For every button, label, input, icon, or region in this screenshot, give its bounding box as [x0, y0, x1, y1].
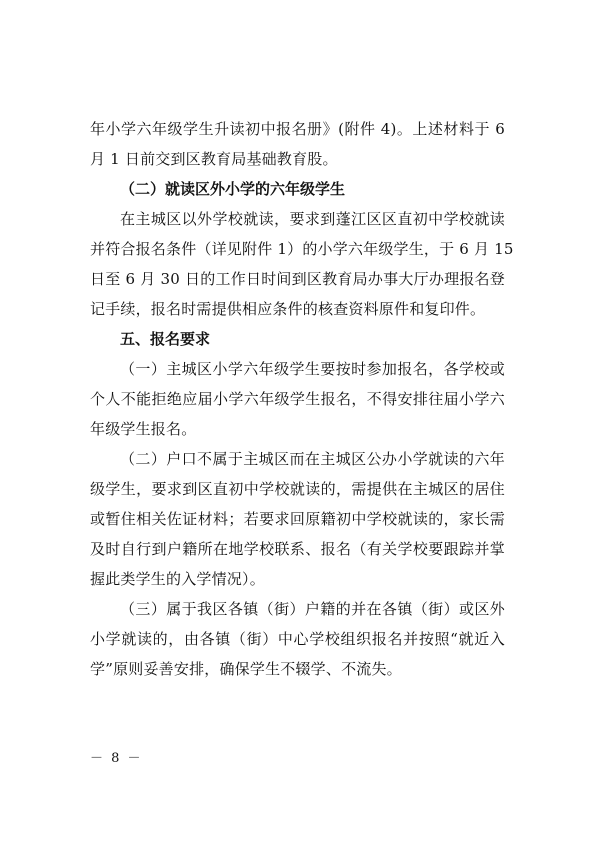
- paragraph-first-line: 在主城区以外学校就读，要求到蓬江区区直初中学校就读: [120, 210, 505, 228]
- paragraph-first-line: （一）主城区小学六年级学生要按时参加报名，各学校或: [120, 360, 505, 378]
- text-line: 日至 6 月 30 日的工作日时间到区教育局办事大厅办理报名登: [90, 270, 505, 288]
- text-line: 小学就读的，由各镇（街）中心学校组织报名并按照“就近入: [90, 630, 505, 648]
- section-heading: 五、报名要求: [120, 330, 211, 348]
- sub-heading: （二）就读区外小学的六年级学生: [120, 180, 346, 198]
- page-number: － 8 －: [90, 751, 143, 766]
- text-line: 或暂住相关佐证材料；若要求回原籍初中学校就读的，家长需: [90, 510, 505, 528]
- text-line: 级学生，要求到区直初中学校就读的，需提供在主城区的居住: [90, 480, 505, 498]
- paragraph-first-line: （三）属于我区各镇（街）户籍的并在各镇（街）或区外: [120, 600, 505, 618]
- text-line: 年小学六年级学生升读初中报名册》(附件 4)。上述材料于 6: [90, 120, 505, 138]
- text-line: 及时自行到户籍所在地学校联系、报名（有关学校要跟踪并掌: [90, 540, 505, 558]
- paragraph-first-line: （二）户口不属于主城区而在主城区公办小学就读的六年: [120, 450, 505, 468]
- text-line: 学”原则妥善安排，确保学生不辍学、不流失。: [90, 660, 402, 678]
- text-line: 年级学生报名。: [90, 420, 197, 438]
- text-line: 记手续，报名时需提供相应条件的核查资料原件和复印件。: [90, 300, 486, 318]
- text-line: 握此类学生的入学情况）。: [90, 570, 265, 588]
- text-line: 个人不能拒绝应届小学六年级学生报名，不得安排往届小学六: [90, 390, 505, 408]
- text-line: 月 1 日前交到区教育局基础教育股。: [90, 150, 338, 168]
- text-line: 并符合报名条件（详见附件 1）的小学六年级学生，于 6 月 15: [90, 240, 514, 258]
